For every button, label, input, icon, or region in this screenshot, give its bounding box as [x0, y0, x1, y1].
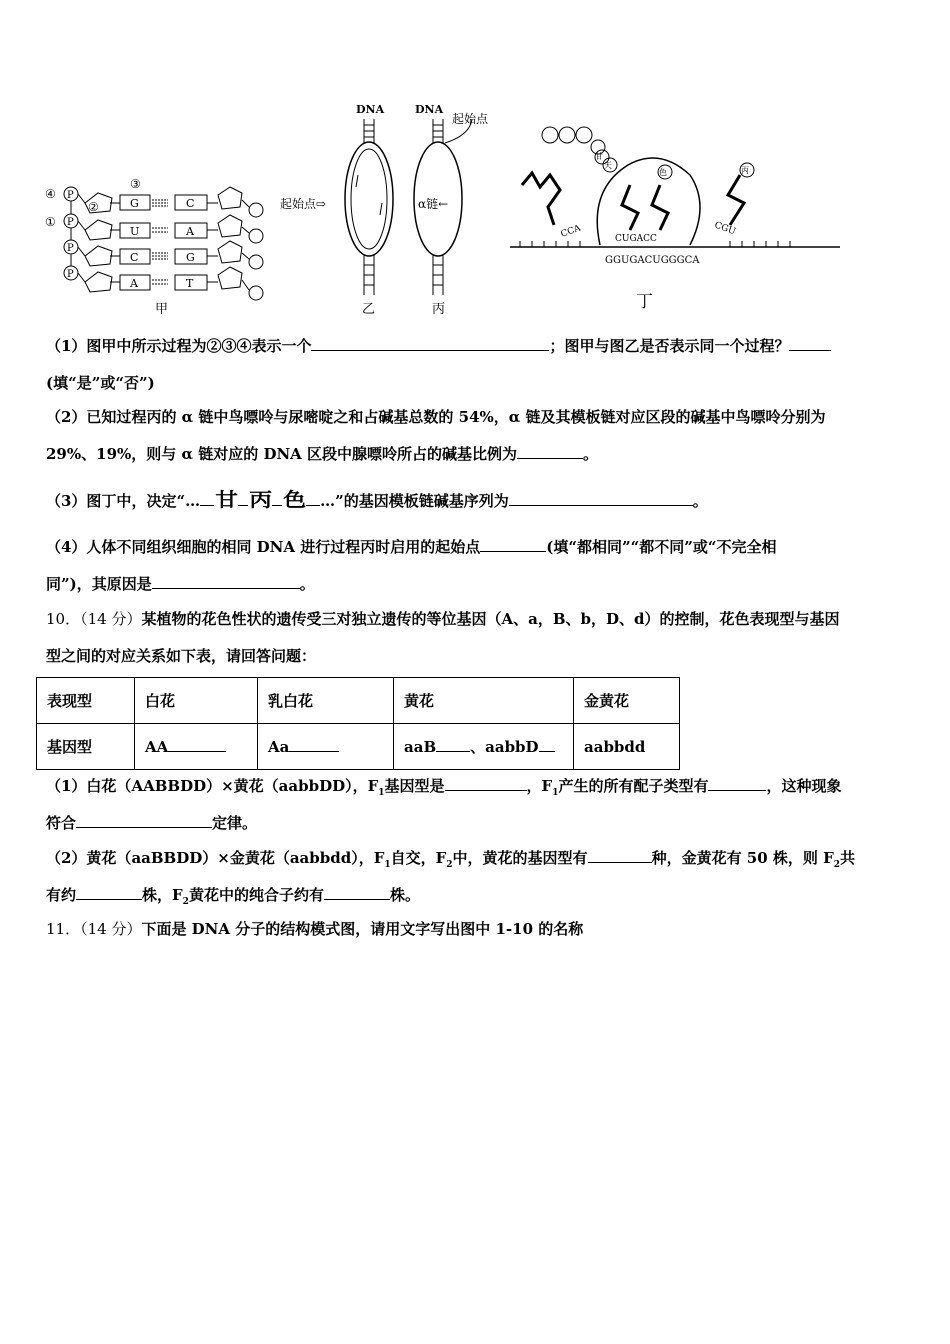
figure-bing	[414, 103, 489, 317]
base-left-1: G	[130, 197, 139, 210]
dna-label-yi: DNA	[356, 103, 385, 116]
q11-stem: 11．（14 分）下面是 DNA 分子的结构模式图，请用文字写出图中 1-10 的名称	[46, 920, 584, 938]
amino-acid-glyph-3: 色	[283, 489, 305, 511]
aa-label-4: 丙	[741, 166, 749, 175]
phosphate-label: P	[67, 190, 74, 201]
answer-blank[interactable]	[311, 336, 549, 351]
answer-blank[interactable]	[708, 776, 766, 791]
table-row	[37, 724, 680, 770]
answer-blank[interactable]	[445, 776, 527, 791]
table-cell: 表现型	[37, 678, 135, 724]
base-right-2: A	[186, 225, 194, 238]
table-row	[37, 678, 680, 724]
svg-text:P: P	[67, 217, 74, 228]
amino-acid-glyph-1: 甘	[215, 489, 237, 511]
base-right-4: T	[186, 277, 194, 290]
svg-text:P: P	[67, 243, 74, 254]
base-left-3: C	[130, 251, 139, 264]
answer-blank[interactable]	[509, 491, 693, 506]
aa-label-3: 色	[659, 168, 667, 177]
q9-part2-line2: 29%、19%，则与 α 链对应的 DNA 区段中腺嘌呤所占的碱基比例为 。	[46, 445, 599, 463]
circle-num-3: ③	[130, 177, 141, 191]
table-cell: aabbdd	[574, 724, 680, 770]
caption-jia: 甲	[155, 302, 169, 317]
biology-figure	[40, 95, 920, 325]
figure-jia	[45, 177, 263, 317]
table-cell: 黄花	[394, 678, 574, 724]
answer-blank[interactable]	[76, 813, 212, 828]
q10-part1-line2: 符合 定律。	[46, 814, 258, 832]
alpha-chain-label: α链←	[418, 197, 449, 211]
caption-bing: 丙	[432, 302, 446, 317]
origin-label-left: 起始点⇨	[280, 197, 327, 211]
codon-right: CGU	[712, 220, 737, 238]
q10-stem-line1: 10．（14 分）某植物的花色性状的遗传受三对独立遗传的等位基因（A、a，B、b，D、d）的控制，花色表现型与基因	[46, 610, 840, 628]
codon-left: CCA	[559, 223, 583, 240]
genotype-table	[36, 677, 680, 770]
answer-blank[interactable]	[152, 574, 300, 589]
answer-blank[interactable]	[480, 537, 546, 552]
q10-part2-line1: （2）黄花（aaBBDD）×金黄花（aabbdd），$F_1$自交，$F_2$中，黄花的基因型有 种，金黄花有 50 株，则 $F_2$共	[46, 849, 856, 870]
answer-blank[interactable]	[289, 737, 339, 752]
base-right-3: G	[186, 251, 195, 264]
caption-yi: 乙	[362, 302, 376, 317]
amino-acid-glyph-2: 丙	[249, 489, 271, 511]
answer-blank[interactable]	[789, 336, 831, 351]
caption-ding: 丁	[636, 292, 653, 312]
table-cell: 金黄花	[574, 678, 680, 724]
svg-text:P: P	[67, 269, 74, 280]
q9-part4-line1: （4）人体不同组织细胞的相同 DNA 进行过程丙时启用的起始点 (填“都相同”“都不同”或“不完全相	[46, 538, 777, 556]
circle-num-2: ②	[88, 200, 99, 214]
q10-part2-line2: 有约 株，$F_2$黄花中的纯合子约有 株。	[46, 886, 420, 907]
mrna-sequence: GGUGACUGGGCA	[605, 255, 700, 266]
q9-part4-line2: 同”)，其原因是 。	[46, 575, 315, 593]
origin-label-top: 起始点	[452, 112, 489, 126]
answer-blank[interactable]	[588, 848, 652, 863]
circle-num-1: ①	[45, 215, 56, 229]
answer-blank[interactable]	[168, 737, 226, 752]
answer-blank[interactable]	[517, 444, 583, 459]
q9-part1-note: (填“是”或“否”)	[46, 374, 155, 392]
figure-ding	[510, 127, 840, 312]
codon-middle: CUGACC	[615, 234, 657, 244]
aa-label-2: 天	[604, 161, 612, 170]
figure-yi	[280, 103, 393, 317]
base-right-1: C	[186, 197, 195, 210]
table-cell: 白花	[135, 678, 258, 724]
answer-blank[interactable]	[539, 737, 555, 752]
answer-blank[interactable]	[436, 737, 470, 752]
answer-blank[interactable]	[76, 885, 142, 900]
q10-part1-line1: （1）白花（AABBDD）×黄花（aabbDD），$F_1$基因型是 ，$F_1$产生的所有配子类型有 ，这种现象	[46, 777, 842, 798]
table-cell: AA	[135, 724, 258, 770]
aa-label-1: 甘	[595, 152, 603, 161]
q9-part2-line1: （2）已知过程丙的 α 链中鸟嘌呤与尿嘧啶之和占碱基总数的 54%，α 链及其模板链对应区段的碱基中鸟嘌呤分别为	[46, 408, 826, 426]
base-left-2: U	[130, 225, 140, 238]
q10-stem-line2: 型之间的对应关系如下表，请回答问题：	[46, 647, 317, 665]
q11-number: 11．（14 分）	[46, 920, 142, 938]
q9-part3: （3）图丁中，决定“… 甘 丙 色 …”的基因模板链碱基序列为 。	[46, 489, 708, 511]
answer-blank[interactable]	[324, 885, 390, 900]
base-left-4: A	[130, 277, 138, 290]
table-cell: Aa	[258, 724, 394, 770]
q9-part1: （1）图甲中所示过程为②③④表示一个 ；图甲与图乙是否表示同一个过程？	[46, 335, 910, 357]
table-cell: aaB 、aabbD	[394, 724, 574, 770]
circle-num-4: ④	[45, 187, 56, 201]
dna-label-bing: DNA	[415, 103, 444, 116]
table-cell: 基因型	[37, 724, 135, 770]
table-cell: 乳白花	[258, 678, 394, 724]
q10-number: 10．（14 分）	[46, 610, 142, 628]
